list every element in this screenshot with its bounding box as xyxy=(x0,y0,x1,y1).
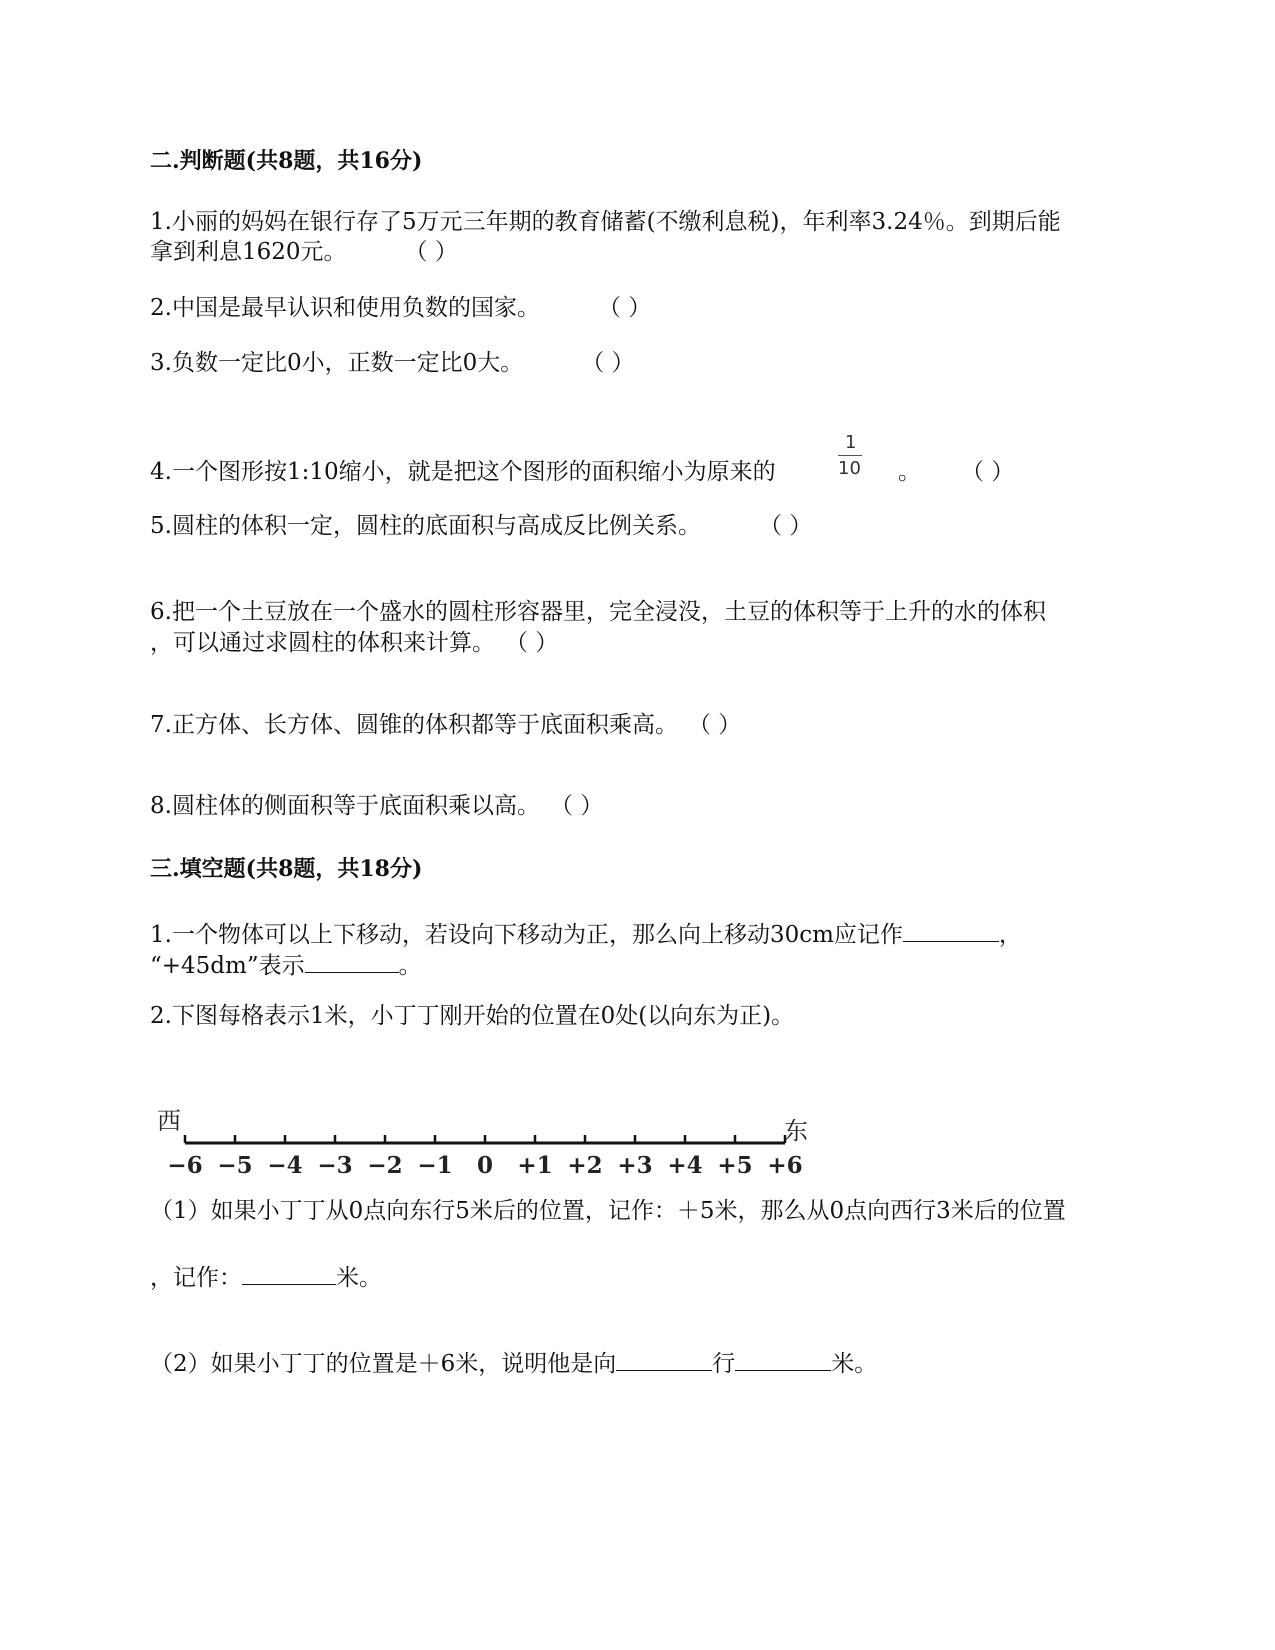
axis-tick-label: −6 xyxy=(167,1152,203,1179)
judgment-q7-text: 7.正方体、长方体、圆锥的体积都等于底面积乘高。 xyxy=(150,712,678,738)
judgment-q2 xyxy=(150,297,651,320)
fraction-denominator: 10 xyxy=(838,458,861,479)
axis-tick-label: +2 xyxy=(567,1152,603,1179)
judgment-q4-text: 4.一个图形按1:10缩小，就是把这个图形的面积缩小为原来的 xyxy=(150,459,776,485)
answer-parens[interactable]: （ ） xyxy=(404,239,458,265)
fill-q1-text-a: 1.一个物体可以上下移动，若设向下移动为正，那么向上移动30cm应记作 xyxy=(150,922,903,948)
fill-q2-sub2-text-b: 行 xyxy=(712,1351,736,1377)
answer-parens[interactable]: （ ） xyxy=(961,459,1015,485)
axis-tick-label: −4 xyxy=(267,1152,303,1179)
fill-q1-text-d: 。 xyxy=(398,953,422,979)
answer-parens[interactable]: （ ） xyxy=(758,513,813,539)
judgment-q2-text: 2.中国是最早认识和使用负数的国家。 xyxy=(150,295,540,321)
answer-parens[interactable]: （ ） xyxy=(687,712,742,738)
judgment-q5 xyxy=(150,515,812,538)
answer-parens[interactable]: （ ） xyxy=(581,350,635,376)
judgment-q8-text: 8.圆柱体的侧面积等于底面积乘以高。 xyxy=(150,793,540,819)
fraction-numerator: 1 xyxy=(845,432,857,453)
judgment-q7 xyxy=(150,714,741,737)
section-title-judgment: 二.判断题(共8题，共16分) xyxy=(150,148,423,174)
west-label: 西 xyxy=(157,1107,181,1135)
judgment-q6-line2 xyxy=(150,632,558,655)
answer-blank[interactable] xyxy=(616,1348,712,1371)
answer-blank[interactable] xyxy=(242,1262,336,1285)
fill-q1-line2 xyxy=(150,950,422,978)
judgment-q1-text: 拿到利息1620元。 xyxy=(150,239,347,265)
answer-parens[interactable]: （ ） xyxy=(505,630,559,656)
fill-q2-sub2-text-a: （2）如果小丁丁的位置是＋6米，说明他是向 xyxy=(150,1351,617,1377)
axis-tick-label: −2 xyxy=(367,1152,403,1179)
axis-tick-label: +6 xyxy=(767,1152,803,1179)
axis-tick-labels xyxy=(167,1152,802,1179)
number-line-figure xyxy=(150,1105,860,1195)
judgment-q8 xyxy=(150,795,603,818)
axis-tick-label: −5 xyxy=(217,1152,253,1179)
answer-blank[interactable] xyxy=(903,919,999,942)
answer-parens[interactable]: （ ） xyxy=(549,793,604,819)
section-title-fill-blank: 三.填空题(共8题，共18分) xyxy=(150,856,423,882)
judgment-q6-text: ，可以通过求圆柱的体积来计算。 xyxy=(150,630,495,656)
fill-q2-sub2-text-c: 米。 xyxy=(831,1351,878,1377)
axis-tick-label: +3 xyxy=(617,1152,653,1179)
judgment-q4-period: 。 xyxy=(898,459,921,485)
judgment-q3 xyxy=(150,352,635,375)
axis-tick-label: +1 xyxy=(517,1152,553,1179)
fill-q2-sub1-text-a: ，记作： xyxy=(150,1265,242,1291)
axis-tick-label: 0 xyxy=(476,1152,494,1179)
answer-blank[interactable] xyxy=(735,1348,831,1371)
judgment-q6-line1: 6.把一个土豆放在一个盛水的圆柱形容器里，完全浸没，土豆的体积等于上升的水的体积 xyxy=(150,599,1046,625)
axis-tick-label: +5 xyxy=(717,1152,753,1179)
fill-q2-sub1-text-b: 米。 xyxy=(336,1265,382,1291)
judgment-q5-text: 5.圆柱的体积一定，圆柱的底面积与高成反比例关系。 xyxy=(150,513,701,539)
judgment-q4 xyxy=(150,461,776,484)
fill-q1-text-b: ， xyxy=(998,922,1022,948)
axis-tick-label: −1 xyxy=(417,1152,453,1179)
judgment-q1-line1: 1.小丽的妈妈在银行存了5万元三年期的教育储蓄(不缴利息税)，年利率3.24％。到期后能 xyxy=(150,209,1061,235)
fill-q1-text-c: “+45dm”表示 xyxy=(150,953,305,979)
fill-q2-sub2 xyxy=(150,1348,877,1376)
judgment-q4-end xyxy=(898,461,1014,484)
answer-blank[interactable] xyxy=(305,950,399,973)
fraction-bar xyxy=(838,455,862,456)
judgment-q1-line2 xyxy=(150,241,458,264)
fill-q2-sub1-line1: （1）如果小丁丁从0点向东行5米后的位置，记作：＋5米，那么从0点向西行3米后的位置 xyxy=(150,1198,1066,1224)
axis-tick-label: +4 xyxy=(667,1152,703,1179)
east-label: 东 xyxy=(784,1117,808,1145)
answer-parens[interactable]: （ ） xyxy=(597,295,652,321)
fill-q2: 2.下图每格表示1米，小丁丁刚开始的位置在0处(以向东为正)。 xyxy=(150,1003,795,1029)
judgment-q3-text: 3.负数一定比0小，正数一定比0大。 xyxy=(150,350,524,376)
axis-tick-label: −3 xyxy=(317,1152,353,1179)
fill-q1-line1 xyxy=(150,919,1022,947)
fill-q2-sub1-line2 xyxy=(150,1262,382,1290)
